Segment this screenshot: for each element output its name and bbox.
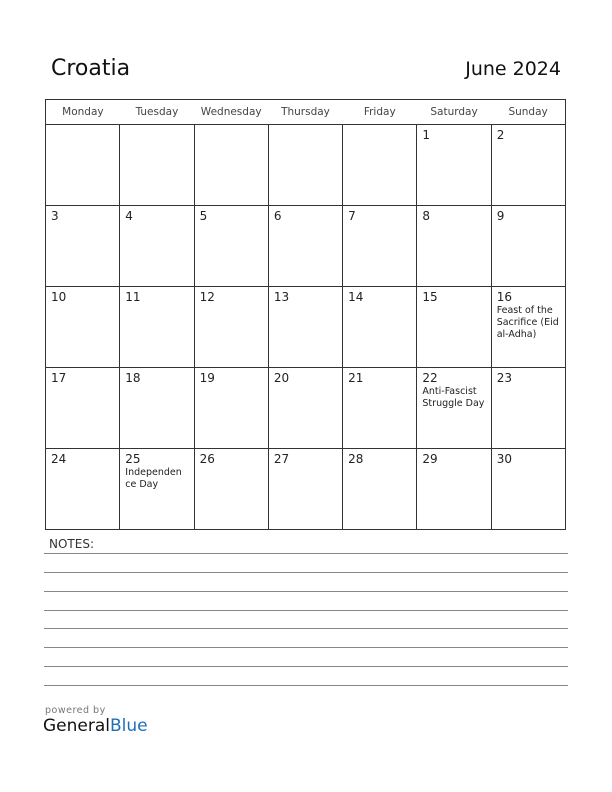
- weekday-saturday: Saturday: [417, 100, 491, 125]
- powered-by-text: powered by: [45, 705, 106, 716]
- day-cell: [46, 206, 120, 287]
- day-cell: [491, 125, 565, 206]
- day-cell: [417, 287, 491, 368]
- day-number: 5: [199, 209, 208, 223]
- day-cell: [417, 449, 491, 530]
- day-number: 24: [51, 452, 67, 466]
- day-cell: [343, 449, 417, 530]
- day-number: 21: [348, 371, 364, 385]
- day-cell: [268, 368, 342, 449]
- day-number: 2: [496, 128, 505, 142]
- day-number: 29: [422, 452, 438, 466]
- day-number: 10: [51, 290, 67, 304]
- weekday-friday: Friday: [343, 100, 417, 125]
- day-cell: [417, 206, 491, 287]
- notes-line: [44, 666, 568, 667]
- day-cell: [491, 368, 565, 449]
- day-number: 12: [199, 290, 215, 304]
- day-number: 7: [348, 209, 356, 223]
- day-cell: [194, 206, 268, 287]
- day-number: 13: [273, 290, 290, 304]
- day-number: 1: [422, 128, 431, 142]
- notes-line: [44, 610, 568, 611]
- calendar-week-row: [46, 368, 566, 449]
- day-cell: [343, 125, 417, 206]
- day-number: 17: [51, 371, 67, 385]
- notes-line: [44, 591, 568, 592]
- notes-line: [44, 572, 568, 573]
- day-number: 18: [125, 371, 141, 385]
- notes-line: [44, 628, 568, 629]
- day-cell: [194, 125, 268, 206]
- day-number: 26: [199, 452, 215, 466]
- day-cell: [268, 287, 342, 368]
- day-number: 15: [422, 290, 438, 304]
- calendar-week-row: [46, 449, 566, 530]
- day-cell: [46, 287, 120, 368]
- day-number: 27: [273, 452, 290, 466]
- day-cell: [120, 125, 194, 206]
- day-cell: [417, 125, 491, 206]
- calendar-week-row: [46, 206, 566, 287]
- day-number: 23: [496, 371, 512, 385]
- weekday-tuesday: Tuesday: [120, 100, 194, 125]
- calendar-week-row: [46, 287, 566, 368]
- day-number: 4: [125, 209, 133, 223]
- weekday-monday: Monday: [46, 100, 120, 125]
- day-cell: [120, 449, 194, 530]
- day-number: 8: [422, 209, 431, 223]
- day-number: 28: [348, 452, 364, 466]
- day-number: 9: [496, 209, 505, 223]
- day-number: 22: [422, 371, 438, 385]
- day-number: 20: [273, 371, 290, 385]
- notes-line: [44, 647, 568, 648]
- weekday-sunday: Sunday: [491, 100, 565, 125]
- day-cell: [491, 287, 565, 368]
- holiday-label: Feast of the Sacrifice (Eid al-Adha): [496, 305, 559, 340]
- calendar-country-title: Croatia: [51, 56, 131, 81]
- day-cell: [268, 125, 342, 206]
- weekday-header-row: [46, 100, 566, 125]
- calendar-grid: [45, 99, 566, 530]
- logo-general: General: [43, 716, 110, 736]
- day-cell: [194, 287, 268, 368]
- holiday-label: Anti-Fascist Struggle Day: [422, 386, 485, 409]
- day-cell: [46, 368, 120, 449]
- calendar-weeks: [46, 125, 566, 530]
- day-cell: [46, 125, 120, 206]
- notes-line: [44, 553, 568, 554]
- calendar-week-row: [46, 125, 566, 206]
- day-cell: [120, 206, 194, 287]
- day-number: 25: [125, 452, 141, 466]
- day-cell: [120, 368, 194, 449]
- weekday-thursday: Thursday: [268, 100, 342, 125]
- day-cell: [194, 368, 268, 449]
- day-cell: [343, 206, 417, 287]
- day-number: 30: [496, 452, 512, 466]
- day-number: 11: [125, 290, 141, 304]
- day-number: 19: [199, 371, 215, 385]
- day-number: 6: [273, 209, 282, 223]
- day-cell: [268, 449, 342, 530]
- generalblue-logo: [43, 716, 148, 736]
- day-cell: [120, 287, 194, 368]
- day-number: 14: [348, 290, 364, 304]
- day-number: 3: [51, 209, 59, 223]
- day-cell: [417, 368, 491, 449]
- day-cell: [268, 206, 342, 287]
- day-cell: [343, 287, 417, 368]
- day-cell: [491, 206, 565, 287]
- weekday-wednesday: Wednesday: [194, 100, 268, 125]
- day-cell: [343, 368, 417, 449]
- holiday-label: Independen ce Day: [125, 467, 182, 490]
- calendar-month-title: June 2024: [465, 58, 561, 80]
- day-cell: [194, 449, 268, 530]
- day-cell: [46, 449, 120, 530]
- day-number: 16: [496, 290, 512, 304]
- day-cell: [491, 449, 565, 530]
- notes-label: NOTES:: [49, 537, 94, 551]
- logo-blue: Blue: [110, 716, 148, 736]
- notes-line: [44, 685, 568, 686]
